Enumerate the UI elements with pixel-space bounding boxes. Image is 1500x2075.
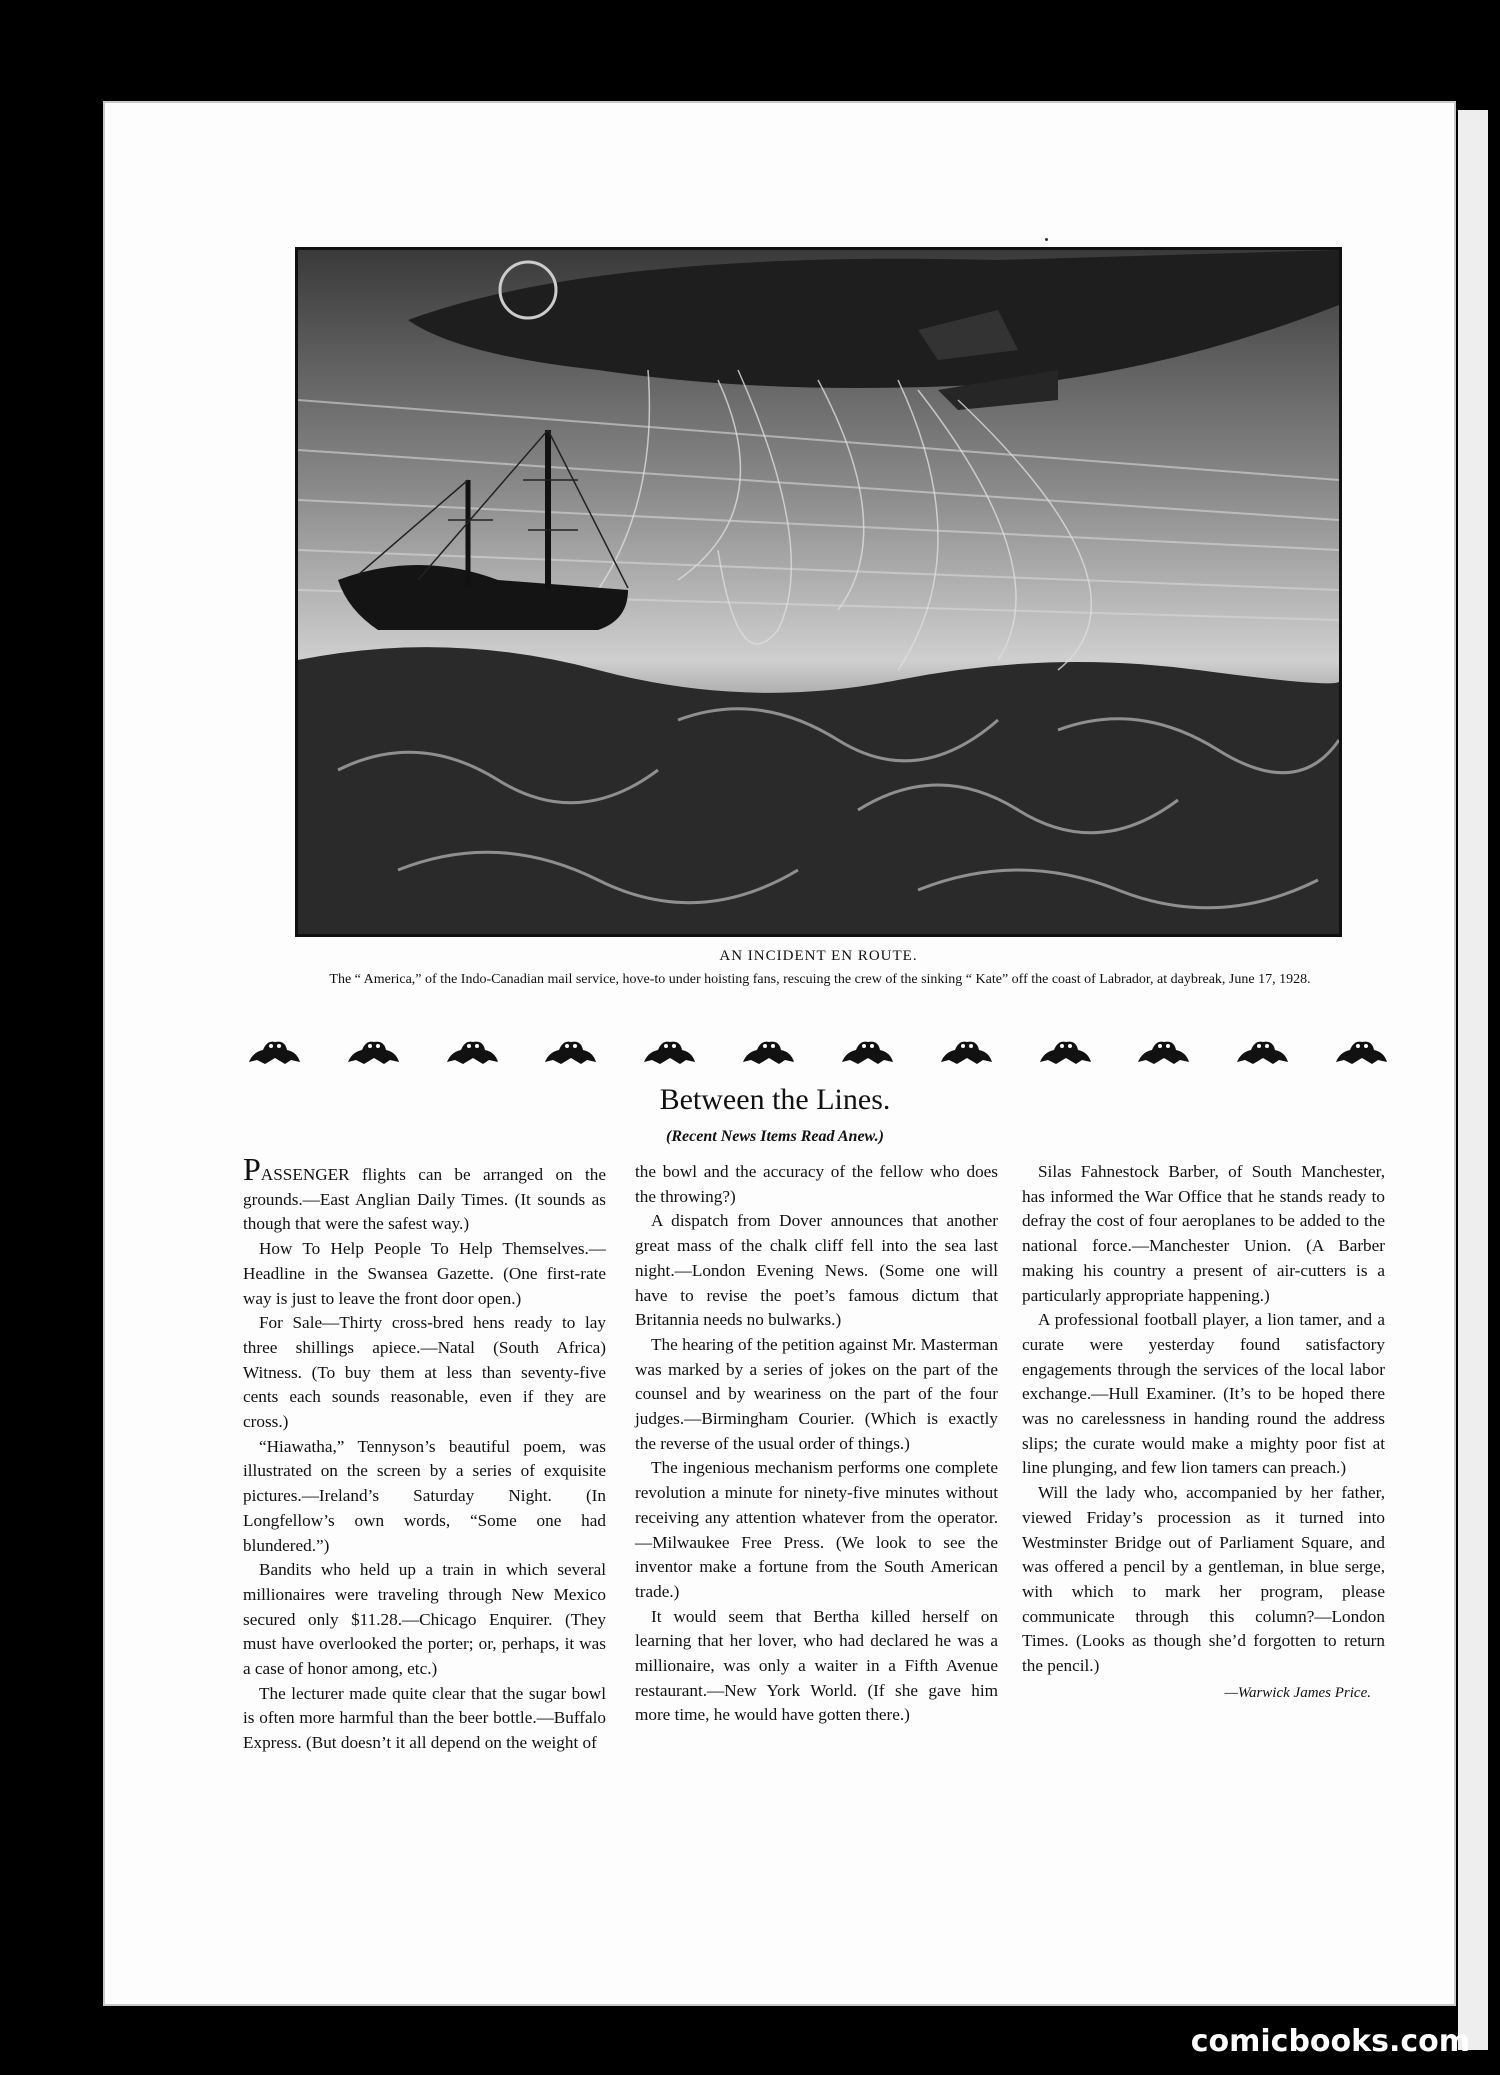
magazine-page (103, 101, 1456, 2006)
illustration-airship-rescue (295, 247, 1342, 937)
article-column-2 (635, 1160, 998, 1728)
frog-ornament-icon (640, 1036, 698, 1066)
frog-ornament-icon (1233, 1036, 1291, 1066)
frog-ornament-icon (344, 1036, 402, 1066)
article-column-1 (243, 1151, 606, 1756)
paragraph: Will the lady who, accompanied by her father, viewed Friday’s procession as it turned into Westminster Bridge out of Parliament Square, and was offered a pencil by a gentleman, in blue serge, with which to mark her program, please communicate through this column?—London Times. (Looks as though she’d forgotten to return the pencil.) (1022, 1483, 1385, 1676)
paragraph: “Hiawatha,” Tennyson’s beautiful poem, was illustrated on the screen by a series of exquisite pictures.—Ireland’s Saturday Night. (In Longfellow’s own words, “Some one had blundered.”) (243, 1436, 606, 1555)
frog-ornament-icon (937, 1036, 995, 1066)
watermark: comicbooks.com (1190, 2024, 1470, 2059)
author-signature: —Warwick James Price. (1224, 1684, 1371, 1701)
article-heading: Between the Lines. (659, 1083, 891, 1116)
paragraph: PASSENGER flights can be arranged on the grounds.—East Anglian Daily Times. (It sounds as though that were the safest way.) (243, 1151, 606, 1234)
ornament-row (245, 1031, 1390, 1071)
illustration-title: AN INCIDENT EN ROUTE. (719, 948, 918, 964)
frog-ornament-icon (245, 1036, 303, 1066)
paragraph: A dispatch from Dover announces that another great mass of the chalk cliff fell into the sea last night.—London Evening News. (Some one will have to revise the poet’s famous dictum that Britannia needs no bulwarks.) (635, 1211, 998, 1330)
frog-ornament-icon (1134, 1036, 1192, 1066)
paragraph: Silas Fahnestock Barber, of South Manchester, has informed the War Office that he stands ready to defray the cost of four aeroplanes to be added to the national force.—Manchester Union. (A Barber making his country a present of air-cutters is a particularly appropriate happening.) (1022, 1162, 1385, 1305)
illustration-caption: The “ America,” of the Indo-Canadian mail service, hove-to under hoisting fans, rescuing the crew of the sinking “ Kate” off the coast of Labrador, at daybreak, June 17, 1928. (329, 972, 1311, 987)
scan-speck (1045, 238, 1048, 241)
paragraph: the bowl and the accuracy of the fellow who does the throwing?) (635, 1162, 998, 1206)
paragraph: For Sale—Thirty cross-bred hens ready to lay three shillings apiece.—Natal (South Africa) Witness. (To buy them at less than seventy-five cents each sounds reasonable, even if they are cross.) (243, 1313, 606, 1432)
article-subheading: (Recent News Items Read Anew.) (666, 1128, 884, 1145)
frog-ornament-icon (739, 1036, 797, 1066)
paragraph: It would seem that Bertha killed herself on learning that her lover, who had declared he was a millionaire, was only a waiter in a Fifth Avenue restaurant.—New York World. (If she gave him more time, he would have gotten there.) (635, 1606, 998, 1725)
airship-ship-engraving (298, 250, 1339, 934)
drop-cap: P (243, 1151, 261, 1187)
paragraph: The hearing of the petition against Mr. Masterman was marked by a series of jokes on the part of the counsel and by weariness on the part of the four judges.—Birmingham Courier. (Which is exactly the reverse of the usual order of things.) (635, 1334, 998, 1453)
frog-ornament-icon (443, 1036, 501, 1066)
adjacent-page-edge (1458, 110, 1488, 2050)
article-column-3 (1022, 1160, 1385, 1705)
frog-ornament-icon (541, 1036, 599, 1066)
frog-ornament-icon (1036, 1036, 1094, 1066)
paragraph: A professional football player, a lion tamer, and a curate were yesterday found satisfactory engagements through the services of the local labor exchange.—Hull Examiner. (It’s to be hoped there was no carelessness in handing round the address slips; the curate would make a mighty poor fist at line plunging, and few lion tamers can preach.) (1022, 1310, 1385, 1478)
frog-ornament-icon (1332, 1036, 1390, 1066)
paragraph: How To Help People To Help Themselves.—Headline in the Swansea Gazette. (One first-rate way is just to leave the front door open.) (243, 1239, 606, 1308)
paragraph: The lecturer made quite clear that the sugar bowl is often more harmful than the beer bottle.—Buffalo Express. (But doesn’t it all depend on the weight of (243, 1683, 606, 1753)
frog-ornament-icon (838, 1036, 896, 1066)
paragraph: Bandits who held up a train in which several millionaires were traveling through New Mexico secured only $11.28.—Chicago Enquirer. (They must have overlooked the porter; or, perhaps, it was a case of honor among, etc.) (243, 1560, 606, 1679)
paragraph: The ingenious mechanism performs one complete revolution a minute for ninety-five minutes without receiving any attention whatever from the operator.—Milwaukee Free Press. (We look to see the inventor make a fortune from the South American trade.) (635, 1458, 998, 1601)
